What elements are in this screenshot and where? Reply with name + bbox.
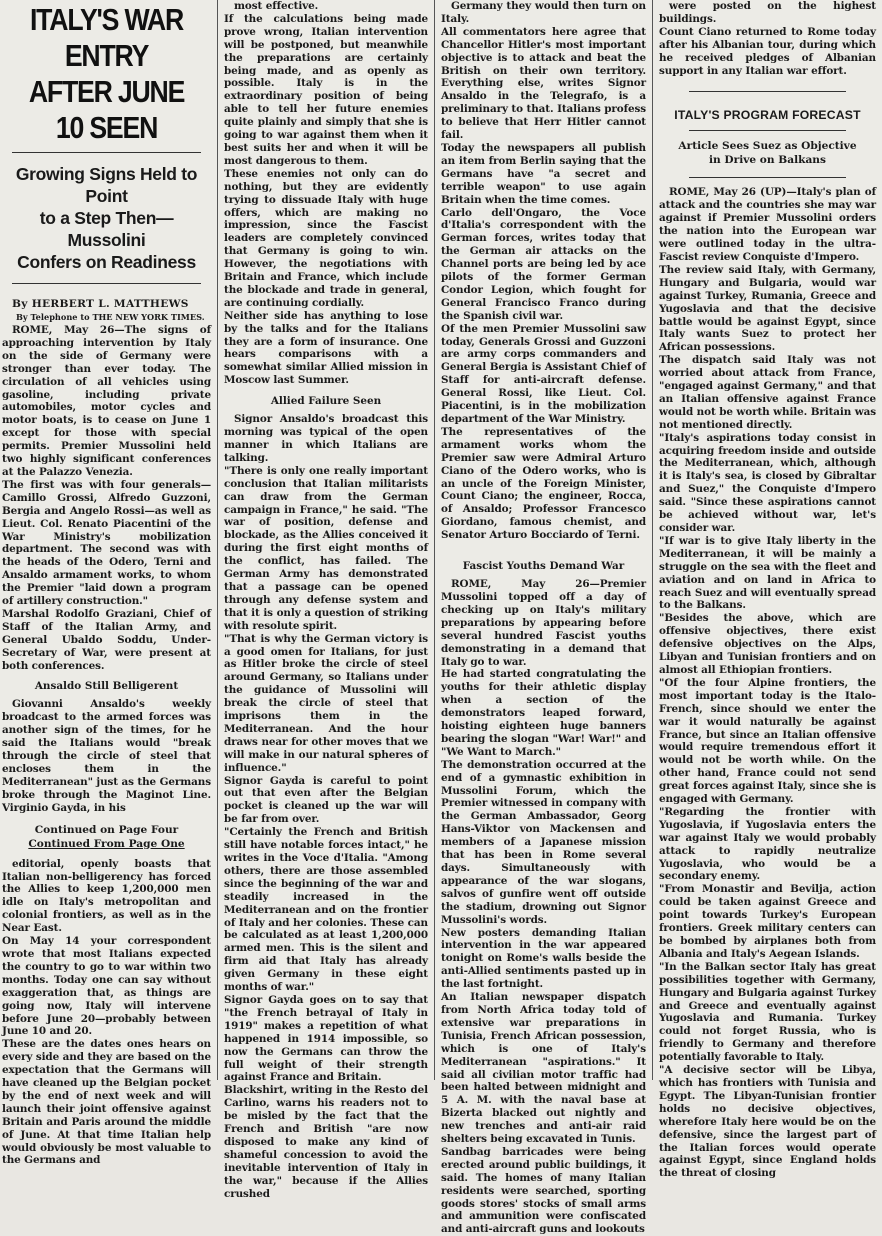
deck-divider (12, 283, 201, 284)
main-headline: ITALY'S WAR ENTRY AFTER JUNE 10 SEEN (28, 2, 185, 145)
continued-on-line: Continued on Page Four (34, 823, 179, 836)
article-paragraphs: Germany they would then turn on Italy. All commentators here agree that Chancellor Hitler's most important objective is to attack and beat the British on their own territory. Everything else, writes Signor Ansaldo in the Telegrafo, is a preliminary to that. Italians profess to believe that Herr Hitler cannot fail. Today the newspapers all publish an item from Berlin saying that the Germans have "a secret and terrible weapon" to use again Britain when the time comes. Carlo dell'Ongaro, the Voce d'Italia's correspondent with the German forces, writes today that the German air attacks on the Channel ports are being led by ace pilots of the former German Condor Legion, which fought for General Francisco Franco during the Spanish civil war. Of the men Premier Mussolini saw today, Generals Grossi and Guzzoni are army corps commanders and General Bergia is Assistant Chief of Staff for anti-aircraft defense. General Rossi, like Lieut. Col. Piacentini, is in the mobilization department of the War Ministry. The representatives of the armament works whom the Premier saw were Admiral Arturo Ciano of the Odero works, who is an uncle of the Foreign Minister, Count Ciano; the engineer, Rocca, of Ansaldo; Professor Francesco Giordano, famous chemist, and Senator Arturo Bocciardo of Terni. (441, 0, 646, 542)
column-rule (434, 0, 435, 1080)
column-rule (217, 0, 218, 1080)
column-2 (220, 0, 432, 1200)
byline: By HERBERT L. MATTHEWS (12, 298, 189, 310)
headline-divider (689, 130, 846, 131)
wire-line: By Telephone to THE NEW YORK TIMES. (16, 312, 205, 322)
subhead-fascist-youths: Fascist Youths Demand War (462, 560, 625, 573)
headline-deck: Growing Signs Held to Point to a Step Then—Mussolini Confers on Readiness (15, 164, 198, 272)
column-3 (437, 0, 650, 1236)
article-paragraphs: Signor Ansaldo's broadcast this morning was typical of the open manner in which Italians are talking. "There is only one really important conclusion that Italian militarists can draw from the German campaign in France," he said. "The war of position, defense and blockade, as the Allies conceived it during the first eight months of the conflict, has failed. The German Army has demonstrated that a passage can be opened through any defense system and that it is only a question of striking with resolute spirit. "That is why the German victory is a good omen for Italians, for just as Hitler broke the circle of steel around Germany, so Italians under the guidance of Mussolini will break the circle of steel that imprisons them in the Mediterranean. And the hour draws near for other moves that we will make in our natural spheres of influence." Signor Gayda is careful to point out that even after the Belgian pocket is cleaned up the war will be far from over. "Certainly the French and British still have notable forces intact," he writes in the Voce d'Italia. "Among others, there are those assembled since the beginning of the war and steadily increased in the Mediterranean and on the frontier of Italy and her colonies. These can be calculated as at least 1,200,000 armed men. This is the silent and firm aid that Italy has already given Germany in these eight months of war." Signor Gayda goes on to say that "the French betrayal of Italy in 1919" makes a repetition of what happened in 1914 impossible, so now the Germans can throw the full weight of their strength against France and Britain. Blackshirt, writing in the Resto del Carlino, warns his readers not to be misled by the fact that the French and British "are now disposed to make any kind of shameful concession to avoid the inevitable intervention of Italy in the war," because if the Allies crushed (224, 413, 428, 1200)
program-forecast-deck: Article Sees Suez as Objective in Drive on Balkans (678, 140, 857, 167)
deck-divider (689, 177, 846, 178)
article-paragraphs: ROME, May 26—The signs of approaching intervention by Italy on the side of Germany were stronger than ever today. The circulation of all vehicles using gasoline, including private automobiles, motor cycles and motor boats, is to cease on June 1 except for those with special permits. Premier Mussolini held two highly significant conferences at the Palazzo Venezia. The first was with four generals—Camillo Grossi, Alfredo Guzzoni, Bergia and Angelo Rossi—as well as Lieut. Col. Renato Piacentini of the War Ministry's mobilization department. The second was with the heads of the Odero, Terni and Ansaldo armament works, to whom the Premier "laid down a program of artillery construction." Marshal Rodolfo Graziani, Chief of Staff of the Italian Army, and General Ubaldo Soddu, Under-Secretary of War, were present at both conferences. (2, 324, 211, 672)
article-paragraphs: ROME, May 26 (UP)—Italy's plan of attack and the countries she may war against if Premier Mussolini orders the nation into the European war were outlined today in the ultra-Fascist review Conquiste d'Impero. The review said Italy, with Germany, Hungary and Bulgaria, would war against Turkey, Rumania, Greece and Yugoslavia and that the decisive battle would be against Egypt, since Italy wants Suez to protect her African possessions. The dispatch said Italy was not worried about attack from France, "engaged against Germany," and that an Italian offensive against France would not be worth while. Britain was not mentioned directly. "Italy's aspirations today consist in acquiring freedom inside and outside the Mediterranean, which, although it is Italy's sea, is closed by Gibraltar and Suez," the Conquiste d'Impero said. "Since these aspirations cannot be achieved without war, let's consider war. "If war is to give Italy liberty in the Mediterranean, it will be mainly a struggle on the sea with the fleet and aviation and on land in Africa to reach Suez and will eventually spread to the Balkans. "Besides the above, which are offensive objectives, there exist defensive objectives on the Alps, Libyan and Tunisian frontiers and on almost all Ethiopian frontiers. "Of the four Alpine frontiers, the most important today is the Italo-French, since should we enter the war it would naturally be against France, but since an Italian offensive would require tremendous effort it would not be worth while. On the other hand, France could not send great forces against Italy, since she is engaged with Germany. "Regarding the frontier with Yugoslavia, if Yugoslavia enters the war against Italy we would probably attack to rapidly neutralize Yugoslavia, who would be a secondary enemy. "From Monastir and Bevilja, action could be taken against Greece and point towards Turkey's European frontiers. Greek military centers can be bombed by airplanes both from Albania and Italy's Aegean Islands. "In the Balkan sector Italy has great possibilities together with Germany, Hungary and Bulgaria against Turkey and Greece and eventually against Yugoslavia and Rumania. Turkey could not forget Russia, who is friendly to Germany and therefore potentially favorable to Italy. "A decisive sector will be Libya, which has frontiers with Tunisia and Egypt. The Libyan-Tunisian frontier holds no decisive objectives, wherefore Italy here would be on the defensive, since the largest part of the Italian forces would operate against Egypt, since England holds the threat of closing (659, 186, 876, 1180)
article-paragraphs: ROME, May 26—Premier Mussolini topped off a day of checking up on Italy's military preparations by appearing before several hundred Fascist youths demonstrating in a demand that Italy go to war. He had started congratulating the youths for their athletic display when a section of the demonstrators leaped forward, hoisting eighteen huge banners bearing the slogan "War! War!" and "We Want to March." The demonstration occurred at the end of a gymnastic exhibition in Mussolini Forum, which the Premier witnessed in company with the German Ambassador, Georg Hans-Viktor von Mackensen and members of a Japanese mission that has been in Rome several days. Simultaneously with appearance of the war slogans, salvos of gunfire went off outside the stadium, drowning out Signor Mussolini's words. New posters demanding Italian intervention in the war appeared tonight on Rome's walls beside the anti-Allied sentiments pasted up in the last fortnight. An Italian newspaper dispatch from North Africa today told of extensive war preparations in Tunisia, French African possession, which is one of Italy's Mediterranean "aspirations." It said all civilian motor traffic had been halted between midnight and 5 A. M. with the naval base at Bizerta blacked out nightly and new trenches and anti-air raid shelters being excavated in Tunis. Sandbag barricades were being erected around public buildings, it said. The homes of many Italian residents were searched, sporting goods stores' stocks of small arms and ammunition were confiscated and anti-aircraft guns and lookouts (441, 578, 646, 1236)
headline-divider (12, 152, 201, 153)
article-divider (689, 91, 846, 92)
continued-from-line: Continued From Page One (28, 837, 185, 850)
subhead-ansaldo: Ansaldo Still Belligerent (34, 680, 179, 693)
program-forecast-headline: ITALY'S PROGRAM FORECAST (674, 108, 861, 123)
column-4 (655, 0, 882, 1180)
subhead-allied-failure: Allied Failure Seen (270, 395, 382, 408)
article-paragraphs: most effective. If the calculations being made prove wrong, Italian intervention will be postponed, but meanwhile the preparations are certainly being made, and as openly as possible. Italy is in the extraordinary position of being able to tell her future enemies quite plainly and simply that she is going to war against them when it best suits her and when it will be most dangerous to them. These enemies not only can do nothing, but they are evidently trying to dissuade Italy with huge offers, which are making no impression, since the Fascist leaders are completely convinced that Germany is going to win. However, the negotiations with Britain and France, which include the blockade and trade in general, are continuing cordially. Neither side has anything to lose by the talks and for the Italians they are a form of insurance. One hears comparisons with a somewhat similar Allied mission in Moscow last Summer. (224, 0, 428, 387)
column-1 (0, 0, 215, 1167)
column-rule (652, 0, 653, 1080)
article-paragraphs: were posted on the highest buildings. Count Ciano returned to Rome today after his Albanian tour, during which he received pledges of Albanian support in any Italian war effort. (659, 0, 876, 77)
article-paragraphs: Giovanni Ansaldo's weekly broadcast to the armed forces was another sign of the times, for he said the Italians would "break through the circle of steel that encloses them in the Mediterranean" just as the Germans broke through the Maginot Line. Virginio Gayda, in his (2, 698, 211, 814)
article-paragraphs: editorial, openly boasts that Italian non-belligerency has forced the Allies to keep 1,200,000 men idle on Italy's metropolitan and colonial frontiers, as well as in the Near East. On May 14 your correspondent wrote that most Italians expected the country to go to war within two months. Today one can say without exaggeration that, as things are going now, Italy will intervene before June 20—probably between June 10 and 20. These are the dates ones hears on every side and they are based on the expectation that the Germans will have cleaned up the Belgian pocket by the end of next week and will launch their joint offensive against Britain and Paris around the middle of June. At that time Italian help would obviously be most valuable to the Germans and (2, 857, 211, 1167)
